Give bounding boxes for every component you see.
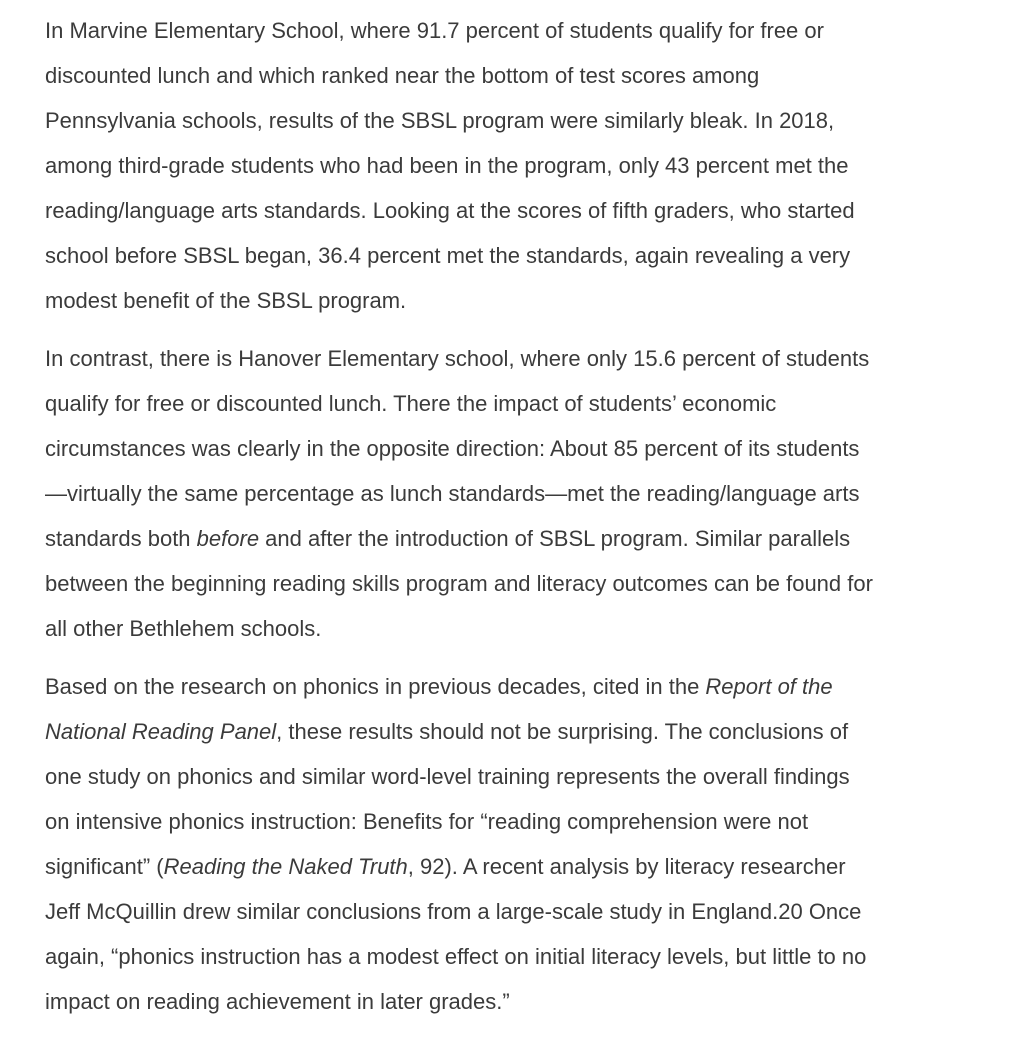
italic-title: Report of the	[705, 674, 833, 699]
text-run: Based on the research on phonics in previous decades, cited in the	[45, 674, 706, 699]
text-line	[45, 516, 995, 561]
text-line: all other Bethlehem schools.	[45, 616, 322, 641]
text-line: again, “phonics instruction has a modest effect on initial literacy levels, but little to no	[45, 944, 867, 969]
text-line: circumstances was clearly in the opposite direction: About 85 percent of its students	[45, 436, 860, 461]
paragraph-hanover	[45, 336, 995, 651]
text-run: significant” (	[45, 854, 164, 879]
paragraph-phonics-research	[45, 664, 995, 1024]
text-line: In contrast, there is Hanover Elementary school, where only 15.6 percent of students	[45, 346, 870, 371]
italic-title: National Reading Panel	[45, 719, 277, 744]
paragraph-marvine	[45, 8, 995, 323]
text-line: school before SBSL began, 36.4 percent met the standards, again revealing a very	[45, 243, 851, 268]
text-line: between the beginning reading skills program and literacy outcomes can be found for	[45, 571, 873, 596]
article-body	[45, 8, 995, 1037]
text-line: Pennsylvania schools, results of the SBSL program were similarly bleak. In 2018,	[45, 108, 835, 133]
text-line: —virtually the same percentage as lunch standards—met the reading/language arts	[45, 481, 860, 506]
text-run: , these results should not be surprising. The conclusions of	[276, 719, 849, 744]
italic-title: Reading the Naked Truth	[163, 854, 408, 879]
text-line: reading/language arts standards. Looking at the scores of fifth graders, who started	[45, 198, 855, 223]
text-line: Jeff McQuillin drew similar conclusions from a large-scale study in England.20 Once	[45, 899, 862, 924]
text-line	[45, 844, 995, 889]
text-run: , 92). A recent analysis by literacy researcher	[407, 854, 846, 879]
text-line: discounted lunch and which ranked near the bottom of test scores among	[45, 63, 760, 88]
text-line	[45, 709, 995, 754]
text-line: one study on phonics and similar word-level training represents the overall findings	[45, 764, 850, 789]
text-line: modest benefit of the SBSL program.	[45, 288, 407, 313]
text-line: on intensive phonics instruction: Benefits for “reading comprehension were not	[45, 809, 809, 834]
italic-emphasis: before	[196, 526, 260, 551]
text-line: qualify for free or discounted lunch. There the impact of students’ economic	[45, 391, 777, 416]
text-line: impact on reading achievement in later grades.”	[45, 989, 510, 1014]
text-line: among third-grade students who had been in the program, only 43 percent met the	[45, 153, 849, 178]
text-run: standards both	[45, 526, 197, 551]
text-line	[45, 664, 995, 709]
text-line: In Marvine Elementary School, where 91.7 percent of students qualify for free or	[45, 18, 824, 43]
text-run: and after the introduction of SBSL program. Similar parallels	[259, 526, 851, 551]
